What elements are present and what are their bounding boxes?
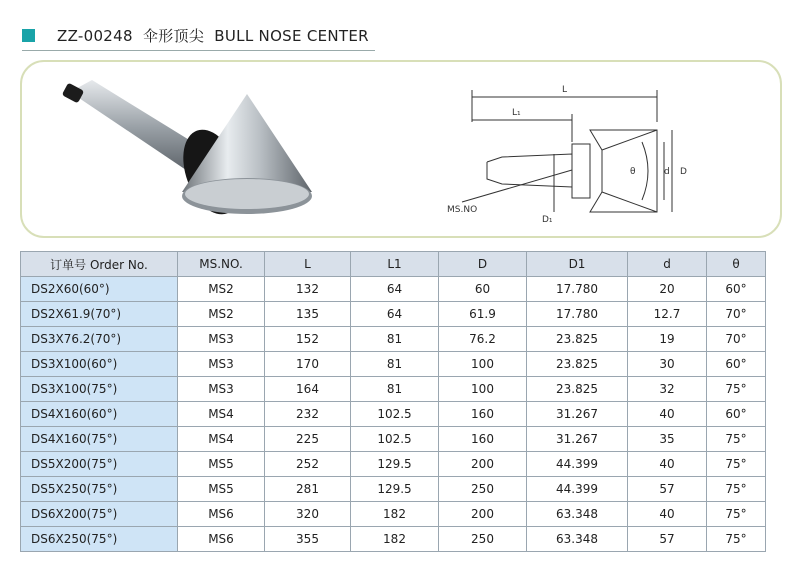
table-cell: 250 bbox=[439, 477, 527, 502]
table-cell: 61.9 bbox=[439, 302, 527, 327]
column-header: L bbox=[265, 252, 351, 277]
dimension-drawing bbox=[442, 82, 702, 232]
table-cell: 23.825 bbox=[527, 352, 628, 377]
table-cell: 355 bbox=[265, 527, 351, 552]
table-cell: MS2 bbox=[178, 277, 265, 302]
table-cell: 232 bbox=[265, 402, 351, 427]
table-cell: 60° bbox=[707, 277, 766, 302]
table-cell: 63.348 bbox=[527, 502, 628, 527]
table-cell: 60 bbox=[439, 277, 527, 302]
table-cell: 44.399 bbox=[527, 477, 628, 502]
table-cell: MS6 bbox=[178, 502, 265, 527]
table-cell: MS4 bbox=[178, 402, 265, 427]
bull-nose-center-photo bbox=[62, 72, 312, 232]
table-cell: 200 bbox=[439, 452, 527, 477]
label-L1: L₁ bbox=[512, 108, 521, 118]
table-cell: 160 bbox=[439, 402, 527, 427]
label-D: D bbox=[680, 167, 687, 177]
table-cell: 129.5 bbox=[351, 452, 439, 477]
table-cell: 12.7 bbox=[628, 302, 707, 327]
table-row bbox=[21, 327, 766, 352]
table-cell: 200 bbox=[439, 502, 527, 527]
order-number-cell: DS2X60(60°) bbox=[21, 277, 178, 302]
label-msno: MS.NO bbox=[447, 205, 478, 215]
table-cell: 320 bbox=[265, 502, 351, 527]
table-cell: 250 bbox=[439, 527, 527, 552]
table-cell: 23.825 bbox=[527, 327, 628, 352]
table-cell: 35 bbox=[628, 427, 707, 452]
table-row bbox=[21, 427, 766, 452]
table-cell: 135 bbox=[265, 302, 351, 327]
table-cell: 170 bbox=[265, 352, 351, 377]
column-header: MS.NO. bbox=[178, 252, 265, 277]
table-cell: 19 bbox=[628, 327, 707, 352]
table-row bbox=[21, 352, 766, 377]
column-header: L1 bbox=[351, 252, 439, 277]
table-cell: 17.780 bbox=[527, 302, 628, 327]
order-number-cell: DS6X250(75°) bbox=[21, 527, 178, 552]
table-cell: 75° bbox=[707, 527, 766, 552]
table-cell: 164 bbox=[265, 377, 351, 402]
table-cell: MS6 bbox=[178, 527, 265, 552]
table-body bbox=[21, 277, 766, 552]
table-cell: 75° bbox=[707, 427, 766, 452]
table-cell: 100 bbox=[439, 352, 527, 377]
column-header: d bbox=[628, 252, 707, 277]
column-header: θ bbox=[707, 252, 766, 277]
table-cell: 64 bbox=[351, 277, 439, 302]
table-row bbox=[21, 452, 766, 477]
label-L: L bbox=[562, 85, 568, 95]
table-cell: 63.348 bbox=[527, 527, 628, 552]
table-cell: MS4 bbox=[178, 427, 265, 452]
order-number-cell: DS5X250(75°) bbox=[21, 477, 178, 502]
table-cell: 75° bbox=[707, 477, 766, 502]
table-cell: 17.780 bbox=[527, 277, 628, 302]
table-cell: 129.5 bbox=[351, 477, 439, 502]
table-cell: 252 bbox=[265, 452, 351, 477]
table-cell: MS3 bbox=[178, 352, 265, 377]
table-cell: 20 bbox=[628, 277, 707, 302]
table-cell: 57 bbox=[628, 477, 707, 502]
table-cell: 70° bbox=[707, 327, 766, 352]
order-number-cell: DS6X200(75°) bbox=[21, 502, 178, 527]
table-row bbox=[21, 302, 766, 327]
table-cell: 32 bbox=[628, 377, 707, 402]
table-cell: 102.5 bbox=[351, 402, 439, 427]
table-row bbox=[21, 377, 766, 402]
column-header: D bbox=[439, 252, 527, 277]
table-cell: 64 bbox=[351, 302, 439, 327]
table-cell: 281 bbox=[265, 477, 351, 502]
product-panel bbox=[20, 60, 782, 238]
table-cell: 57 bbox=[628, 527, 707, 552]
table-cell: 60° bbox=[707, 352, 766, 377]
table-row bbox=[21, 502, 766, 527]
table-header-row bbox=[21, 252, 766, 277]
table-cell: MS2 bbox=[178, 302, 265, 327]
label-theta: θ bbox=[630, 167, 636, 177]
table-cell: 225 bbox=[265, 427, 351, 452]
table-cell: 132 bbox=[265, 277, 351, 302]
table-cell: 31.267 bbox=[527, 427, 628, 452]
spec-table bbox=[20, 251, 766, 552]
order-number-cell: DS3X100(75°) bbox=[21, 377, 178, 402]
column-header: D1 bbox=[527, 252, 628, 277]
table-cell: 81 bbox=[351, 352, 439, 377]
table-cell: 81 bbox=[351, 377, 439, 402]
table-row bbox=[21, 477, 766, 502]
table-cell: 40 bbox=[628, 402, 707, 427]
table-cell: MS3 bbox=[178, 377, 265, 402]
column-header: 订单号 Order No. bbox=[21, 252, 178, 277]
table-cell: 160 bbox=[439, 427, 527, 452]
title-marker-icon bbox=[22, 29, 35, 42]
table-cell: 31.267 bbox=[527, 402, 628, 427]
order-number-cell: DS5X200(75°) bbox=[21, 452, 178, 477]
table-cell: 76.2 bbox=[439, 327, 527, 352]
label-d: d bbox=[664, 167, 670, 177]
table-cell: 44.399 bbox=[527, 452, 628, 477]
table-cell: MS5 bbox=[178, 452, 265, 477]
table-row bbox=[21, 277, 766, 302]
table-cell: 75° bbox=[707, 502, 766, 527]
order-number-cell: DS2X61.9(70°) bbox=[21, 302, 178, 327]
table-cell: 23.825 bbox=[527, 377, 628, 402]
table-cell: 75° bbox=[707, 452, 766, 477]
table-cell: 182 bbox=[351, 527, 439, 552]
title-bar bbox=[22, 20, 375, 51]
table-cell: 60° bbox=[707, 402, 766, 427]
table-cell: 182 bbox=[351, 502, 439, 527]
table-cell: 40 bbox=[628, 452, 707, 477]
order-number-cell: DS3X100(60°) bbox=[21, 352, 178, 377]
table-cell: 152 bbox=[265, 327, 351, 352]
order-number-cell: DS4X160(60°) bbox=[21, 402, 178, 427]
table-row bbox=[21, 402, 766, 427]
label-D1: D₁ bbox=[542, 215, 553, 225]
table-cell: 81 bbox=[351, 327, 439, 352]
order-number-cell: DS4X160(75°) bbox=[21, 427, 178, 452]
table-cell: 75° bbox=[707, 377, 766, 402]
table-cell: 70° bbox=[707, 302, 766, 327]
page-title: ZZ-00248 伞形顶尖 BULL NOSE CENTER bbox=[57, 26, 369, 45]
table-cell: MS5 bbox=[178, 477, 265, 502]
table-row bbox=[21, 527, 766, 552]
table-cell: 30 bbox=[628, 352, 707, 377]
order-number-cell: DS3X76.2(70°) bbox=[21, 327, 178, 352]
table-cell: 102.5 bbox=[351, 427, 439, 452]
table-cell: 40 bbox=[628, 502, 707, 527]
table-cell: MS3 bbox=[178, 327, 265, 352]
table-cell: 100 bbox=[439, 377, 527, 402]
